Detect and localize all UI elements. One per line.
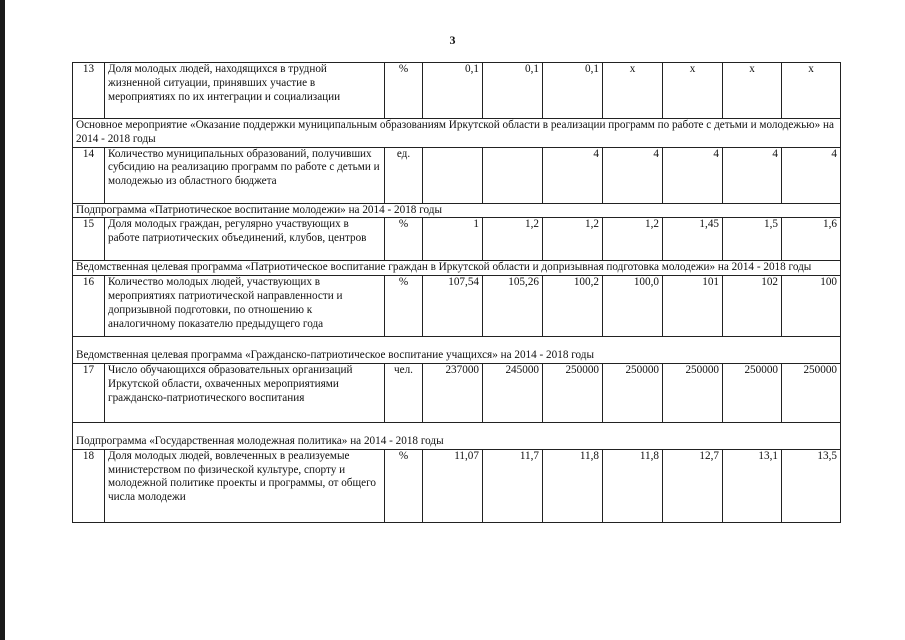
row-number: 13	[73, 63, 105, 119]
scan-edge-bar	[0, 0, 5, 640]
value-2016: 4	[663, 147, 723, 203]
indicator-name: Число обучающихся образовательных организаций Иркутской области, охваченных мероприятиями гражданско-патриотического воспитания	[105, 363, 385, 422]
value-2015: 100,0	[603, 276, 663, 337]
section-heading: Ведомственная целевая программа «Патриотическое воспитание граждан в Иркутской области и допризывная подготовка молодежи» на 2014 - 2018 годы	[73, 261, 841, 276]
indicator-row-15	[73, 218, 841, 261]
value-2017: х	[723, 63, 782, 119]
value-2013: 0,1	[483, 63, 543, 119]
unit-cell: %	[385, 218, 423, 261]
value-2016: х	[663, 63, 723, 119]
value-2014: 1,2	[543, 218, 603, 261]
section-row	[73, 261, 841, 276]
value-2018: 13,5	[782, 449, 841, 522]
value-2012: 11,07	[423, 449, 483, 522]
value-2013: 105,26	[483, 276, 543, 337]
value-2014: 100,2	[543, 276, 603, 337]
indicator-row-14	[73, 147, 841, 203]
page-number: 3	[449, 33, 456, 47]
section-row	[73, 203, 841, 218]
value-2017: 250000	[723, 363, 782, 422]
value-2016: 12,7	[663, 449, 723, 522]
value-2016: 1,45	[663, 218, 723, 261]
unit-cell: %	[385, 63, 423, 119]
value-2016: 250000	[663, 363, 723, 422]
unit-cell: %	[385, 449, 423, 522]
value-2012: 0,1	[423, 63, 483, 119]
row-number: 15	[73, 218, 105, 261]
row-number: 17	[73, 363, 105, 422]
value-2015: 4	[603, 147, 663, 203]
value-2017: 102	[723, 276, 782, 337]
indicator-name: Доля молодых людей, находящихся в трудной жизненной ситуации, принявших участие в мероприятиях по их интеграции и социализации	[105, 63, 385, 119]
value-2014: 11,8	[543, 449, 603, 522]
value-2015: 11,8	[603, 449, 663, 522]
value-2015: 250000	[603, 363, 663, 422]
section-row	[73, 422, 841, 449]
value-2013	[483, 147, 543, 203]
row-number: 14	[73, 147, 105, 203]
value-2012: 237000	[423, 363, 483, 422]
value-2012: 107,54	[423, 276, 483, 337]
section-heading: Ведомственная целевая программа «Гражданско-патриотическое воспитание учащихся» на 2014 - 2018 годы	[73, 337, 841, 364]
value-2018: 250000	[782, 363, 841, 422]
indicator-name: Количество муниципальных образований, получивших субсидию на реализацию программ по работе с детьми и молодежью из областного бюджета	[105, 147, 385, 203]
row-number: 18	[73, 449, 105, 522]
unit-cell: %	[385, 276, 423, 337]
indicator-row-13	[73, 63, 841, 119]
value-2014: 250000	[543, 363, 603, 422]
indicator-row-18	[73, 449, 841, 522]
value-2017: 1,5	[723, 218, 782, 261]
value-2015: 1,2	[603, 218, 663, 261]
value-2018: 4	[782, 147, 841, 203]
unit-cell: ед.	[385, 147, 423, 203]
value-2018: 100	[782, 276, 841, 337]
value-2017: 4	[723, 147, 782, 203]
indicators-table-body	[73, 63, 841, 523]
indicator-row-17	[73, 363, 841, 422]
value-2015: х	[603, 63, 663, 119]
value-2014: 4	[543, 147, 603, 203]
indicator-name: Доля молодых граждан, регулярно участвующих в работе патриотических объединений, клубов, центров	[105, 218, 385, 261]
indicator-name: Количество молодых людей, участвующих в мероприятиях патриотической направленности и допризывной подготовки, по отношению к аналогичному показателю предыдущего года	[105, 276, 385, 337]
indicator-name: Доля молодых людей, вовлеченных в реализуемые министерством по физической культуре, спорту и молодежной политике проекты и программы, от общего числа молодежи	[105, 449, 385, 522]
unit-cell: чел.	[385, 363, 423, 422]
value-2013: 1,2	[483, 218, 543, 261]
indicators-table	[72, 62, 841, 523]
value-2013: 11,7	[483, 449, 543, 522]
value-2012	[423, 147, 483, 203]
section-row	[73, 119, 841, 148]
value-2017: 13,1	[723, 449, 782, 522]
section-row	[73, 337, 841, 364]
value-2013: 245000	[483, 363, 543, 422]
section-heading: Подпрограмма «Патриотическое воспитание молодежи» на 2014 - 2018 годы	[73, 203, 841, 218]
section-heading: Подпрограмма «Государственная молодежная политика» на 2014 - 2018 годы	[73, 422, 841, 449]
value-2012: 1	[423, 218, 483, 261]
value-2018: 1,6	[782, 218, 841, 261]
section-heading: Основное мероприятие «Оказание поддержки муниципальным образованиям Иркутской области в реализации программ по работе с детьми и молодежью» на 2014 - 2018 годы	[73, 119, 841, 148]
indicator-row-16	[73, 276, 841, 337]
value-2014: 0,1	[543, 63, 603, 119]
value-2018: х	[782, 63, 841, 119]
row-number: 16	[73, 276, 105, 337]
value-2016: 101	[663, 276, 723, 337]
